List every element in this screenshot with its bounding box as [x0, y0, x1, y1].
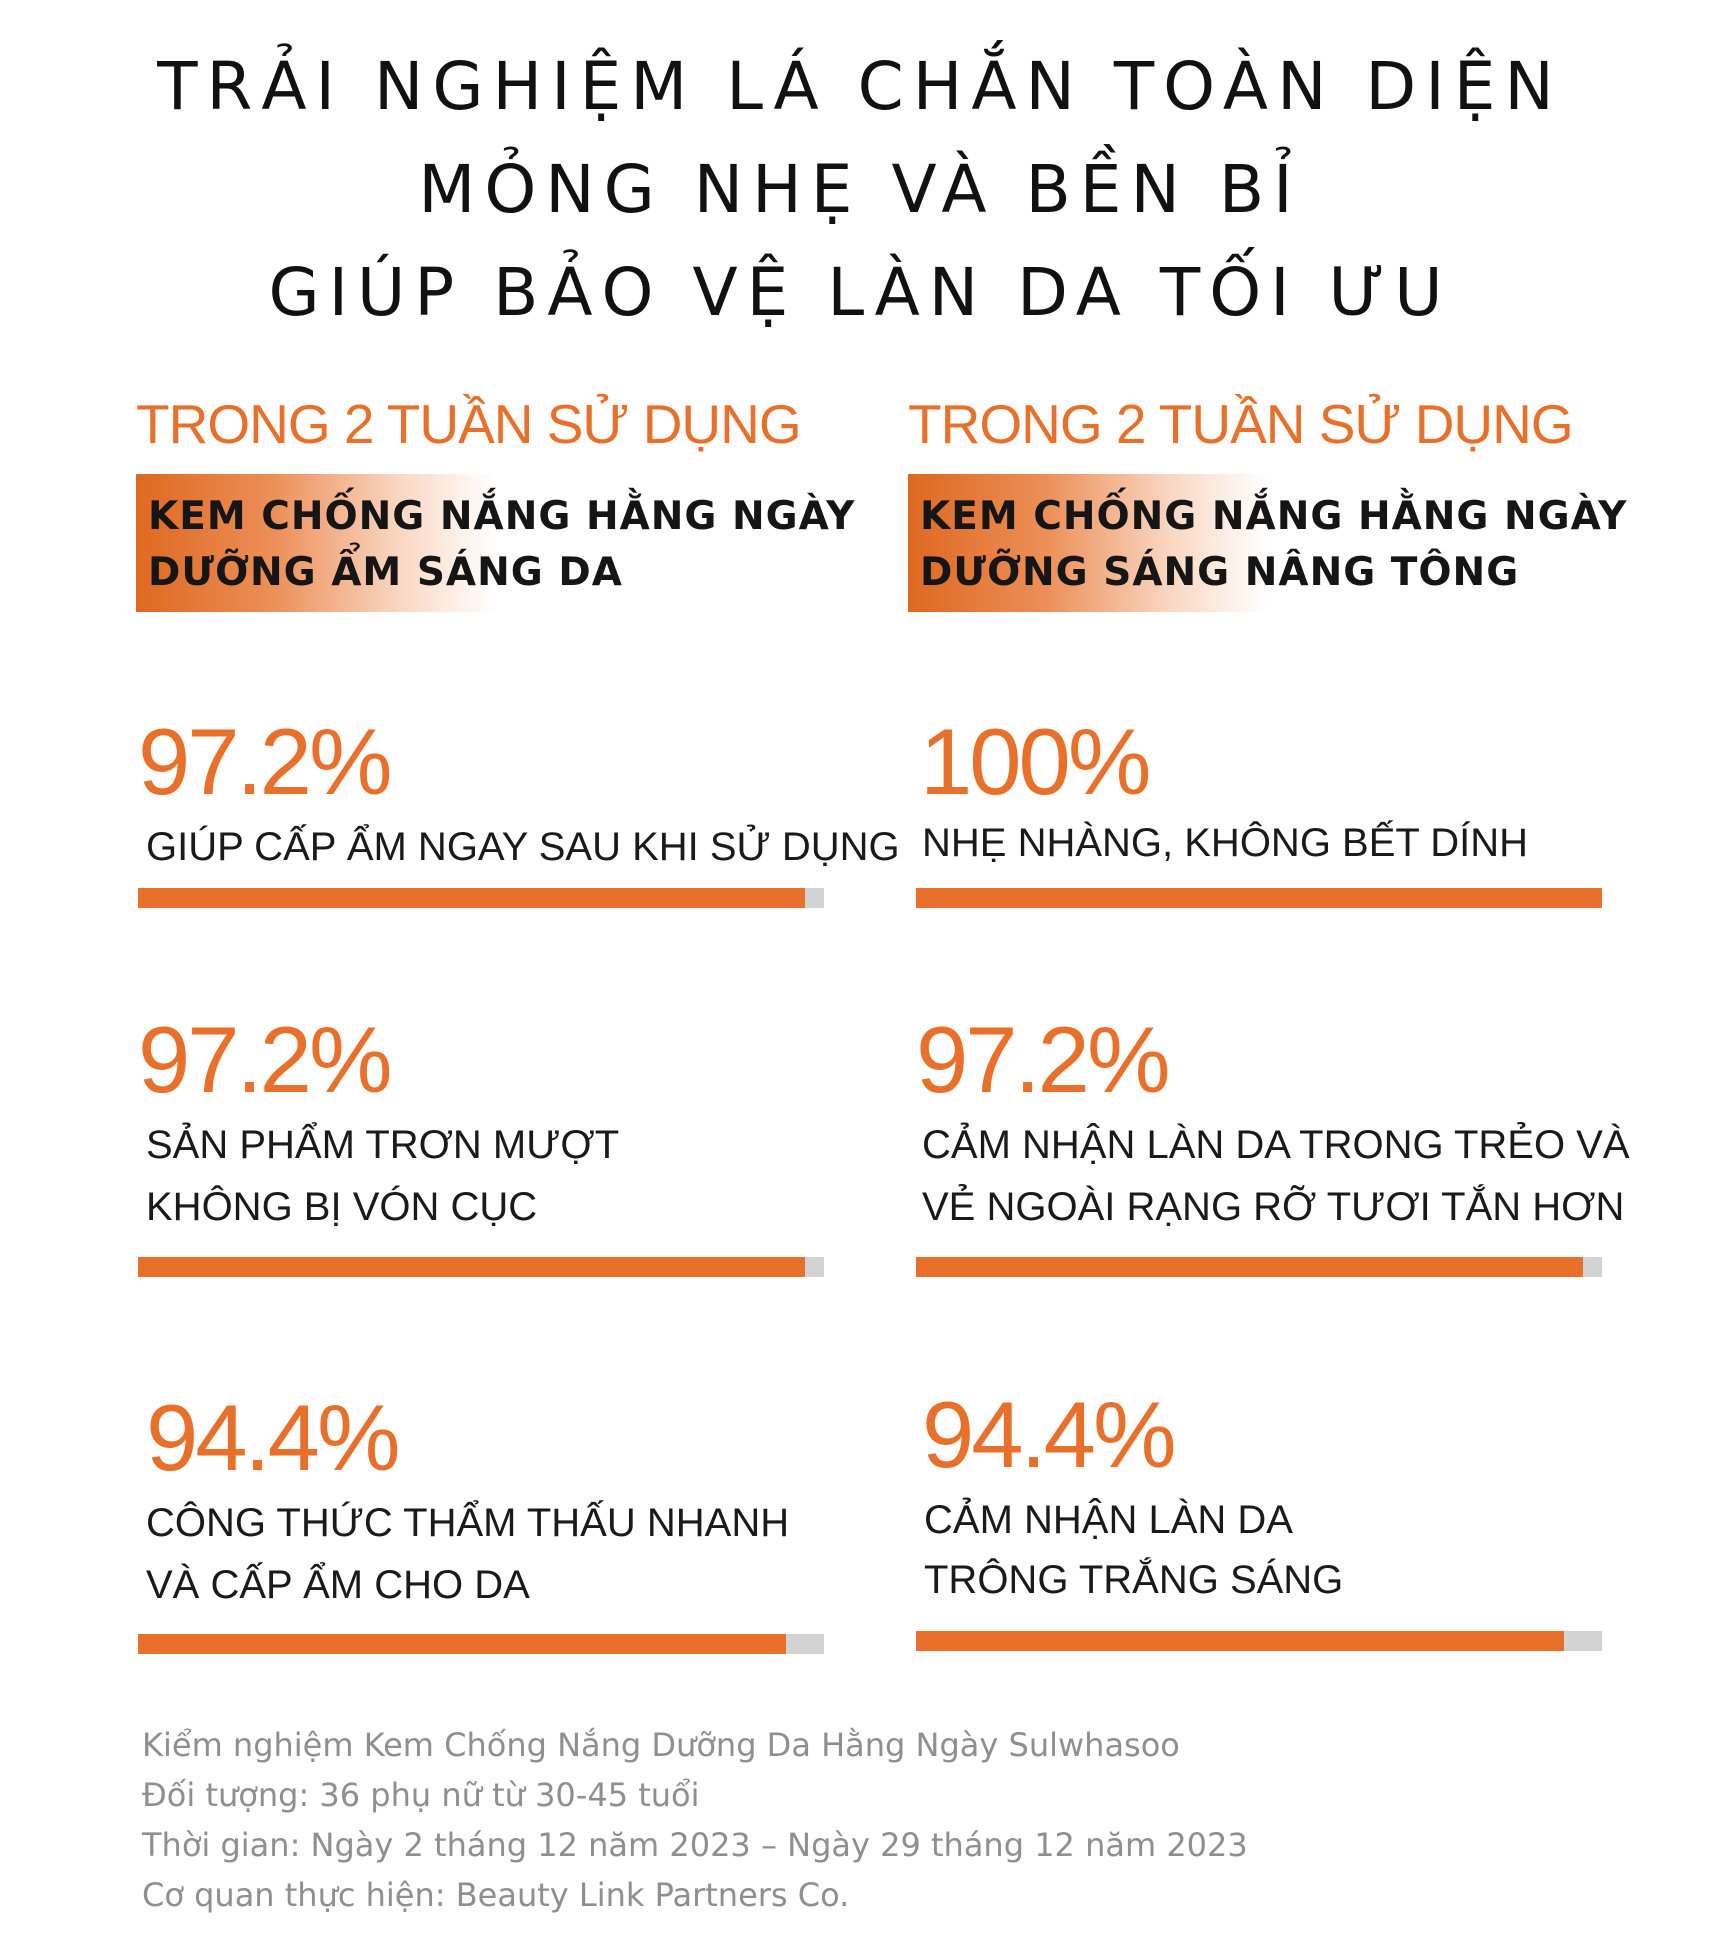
- stat-description-line-1: GIÚP CẤP ẨM NGAY SAU KHI SỬ DỤNG: [146, 825, 900, 869]
- stat-percent: 97.2%: [138, 1007, 390, 1112]
- stat-description-line-1: CÔNG THỨC THẨM THẤU NHANH: [146, 1501, 790, 1545]
- product-banner: [908, 474, 1628, 612]
- stat-description-line-2: VẺ NGOÀI RẠNG RỠ TƯƠI TẮN HƠN: [922, 1185, 1625, 1229]
- study-notes-line-4: Cơ quan thực hiện: Beauty Link Partners Co.: [142, 1876, 850, 1914]
- title-line-1: TRẢI NGHIỆM LÁ CHẮN TOÀN DIỆN: [157, 48, 1563, 125]
- progress-bar-fill: [138, 888, 805, 908]
- progress-bar: [916, 888, 1602, 908]
- stat-description-line-1: SẢN PHẨM TRƠN MƯỢT: [146, 1123, 620, 1167]
- progress-bar: [138, 888, 824, 908]
- product-column-right: [908, 0, 1630, 1700]
- study-notes-line-3: Thời gian: Ngày 2 tháng 12 năm 2023 – Ngày 29 tháng 12 năm 2023: [142, 1826, 1248, 1864]
- stat-description-line-1: CẢM NHẬN LÀN DA TRONG TRẺO VÀ: [922, 1123, 1630, 1167]
- stat-description-line-2: KHÔNG BỊ VÓN CỤC: [146, 1185, 538, 1229]
- stat-block: [136, 1385, 836, 1648]
- stat-block: [136, 1007, 836, 1270]
- stat-description-line-2: VÀ CẤP ẨM CHO DA: [146, 1563, 530, 1607]
- stat-percent: 94.4%: [922, 1382, 1174, 1487]
- stat-block: [908, 1382, 1608, 1645]
- stat-percent: 97.2%: [138, 709, 390, 814]
- progress-bar: [138, 1257, 824, 1277]
- progress-bar-fill: [916, 888, 1602, 908]
- progress-bar: [138, 1634, 824, 1654]
- title-line-3: GIÚP BẢO VỆ LÀN DA TỐI ƯU: [268, 254, 1452, 331]
- progress-bar-fill: [138, 1634, 786, 1654]
- stat-description-line-1: CẢM NHẬN LÀN DA: [924, 1498, 1293, 1542]
- stat-block: [908, 1007, 1630, 1270]
- stat-description-line-2: TRÔNG TRẮNG SÁNG: [924, 1558, 1344, 1602]
- period-heading: TRONG 2 TUẦN SỬ DỤNG: [136, 393, 801, 455]
- progress-bar: [916, 1257, 1602, 1277]
- product-name-line-1: KEM CHỐNG NẮNG HẰNG NGÀY: [148, 494, 856, 539]
- product-name-line-1: KEM CHỐNG NẮNG HẰNG NGÀY: [920, 494, 1628, 539]
- product-name-line-2: DƯỠNG ẨM SÁNG DA: [148, 550, 623, 595]
- stat-description-line-1: NHẸ NHÀNG, KHÔNG BẾT DÍNH: [922, 821, 1528, 865]
- study-notes-line-2: Đối tượng: 36 phụ nữ từ 30-45 tuổi: [142, 1776, 700, 1814]
- progress-bar-fill: [916, 1631, 1564, 1651]
- study-notes-line-1: Kiểm nghiệm Kem Chống Nắng Dưỡng Da Hằng Ngày Sulwhasoo: [142, 1726, 1180, 1764]
- study-notes: [142, 1720, 1248, 1920]
- product-name-line-2: DƯỠNG SÁNG NÂNG TÔNG: [920, 550, 1520, 595]
- product-banner: [136, 474, 856, 612]
- progress-bar: [916, 1631, 1602, 1651]
- stat-block: [908, 709, 1608, 972]
- stat-percent: 94.4%: [146, 1385, 398, 1490]
- period-heading: TRONG 2 TUẦN SỬ DỤNG: [908, 393, 1573, 455]
- stat-block: [136, 709, 900, 972]
- stat-percent: 97.2%: [916, 1007, 1168, 1112]
- stat-percent: 100%: [920, 709, 1149, 814]
- title-line-2: MỎNG NHẸ VÀ BỀN BỈ: [418, 151, 1302, 228]
- progress-bar-fill: [916, 1257, 1583, 1277]
- progress-bar-fill: [138, 1257, 805, 1277]
